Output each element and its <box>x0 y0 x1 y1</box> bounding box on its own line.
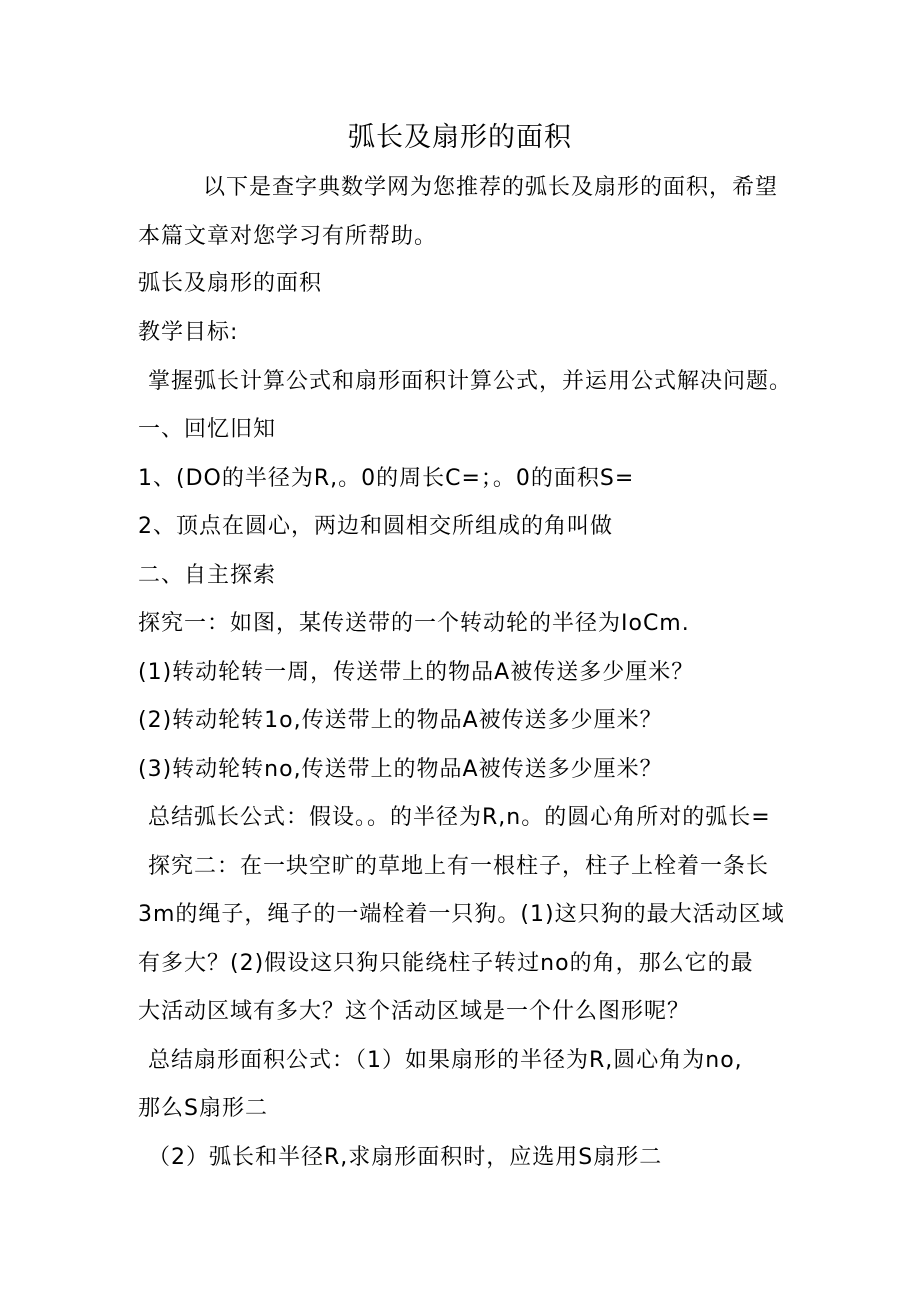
sector-area-summary-1: 总结扇形面积公式：（1）如果扇形的半径为R,圆心角为no, <box>148 1048 743 1073</box>
explore-2-line-1: 探究二：在一块空旷的草地上有一根柱子，柱子上栓着一条长 <box>148 854 770 879</box>
intro-line-1: 以下是查字典数学网为您推荐的弧长及扇形的面积，希望 <box>203 175 779 200</box>
explore-2-line-3: 有多大？(2)假设这只狗只能绕柱子转过no的角，那么它的最 <box>138 951 754 976</box>
intro-line-2: 本篇文章对您学习有所帮助。 <box>138 224 438 249</box>
subtitle: 弧长及扇形的面积 <box>138 271 323 296</box>
objective-text: 掌握弧长计算公式和扇形面积计算公式，并运用公式解决问题。 <box>148 369 793 394</box>
explore-1-question-2: (2)转动轮转1o,传送带上的物品A被传送多少厘米？ <box>138 708 663 733</box>
explore-1-intro: 探究一：如图，某传送带的一个转动轮的半径为IoCm. <box>138 611 690 636</box>
sector-area-summary-2: 那么S扇形二 <box>138 1096 268 1121</box>
arc-length-summary: 总结弧长公式：假设。。的半径为R,n。的圆心角所对的弧长= <box>148 805 771 830</box>
sector-area-summary-3: （2）弧长和半径R,求扇形面积时，应选用S扇形二 <box>148 1145 663 1170</box>
section-heading-objectives: 教学目标: <box>138 320 239 345</box>
document-title: 弧长及扇形的面积 <box>348 122 572 153</box>
explore-2-line-4: 大活动区域有多大？这个活动区域是一个什么图形呢？ <box>138 999 691 1024</box>
section-heading-review: 一、回忆旧知 <box>138 417 277 442</box>
review-item-2: 2、顶点在圆心，两边和圆相交所组成的角叫做 <box>138 514 613 539</box>
explore-2-line-2: 3m的绳子，绳子的一端栓着一只狗。(1)这只狗的最大活动区域 <box>138 902 785 927</box>
explore-1-question-1: (1)转动轮转一周，传送带上的物品A被传送多少厘米？ <box>138 660 695 685</box>
section-heading-explore: 二、自主探索 <box>138 563 277 588</box>
explore-1-question-3: (3)转动轮转no,传送带上的物品A被传送多少厘米？ <box>138 757 663 782</box>
review-item-1: 1、(DO的半径为R,。0的周长C=；。0的面积S= <box>138 466 635 491</box>
